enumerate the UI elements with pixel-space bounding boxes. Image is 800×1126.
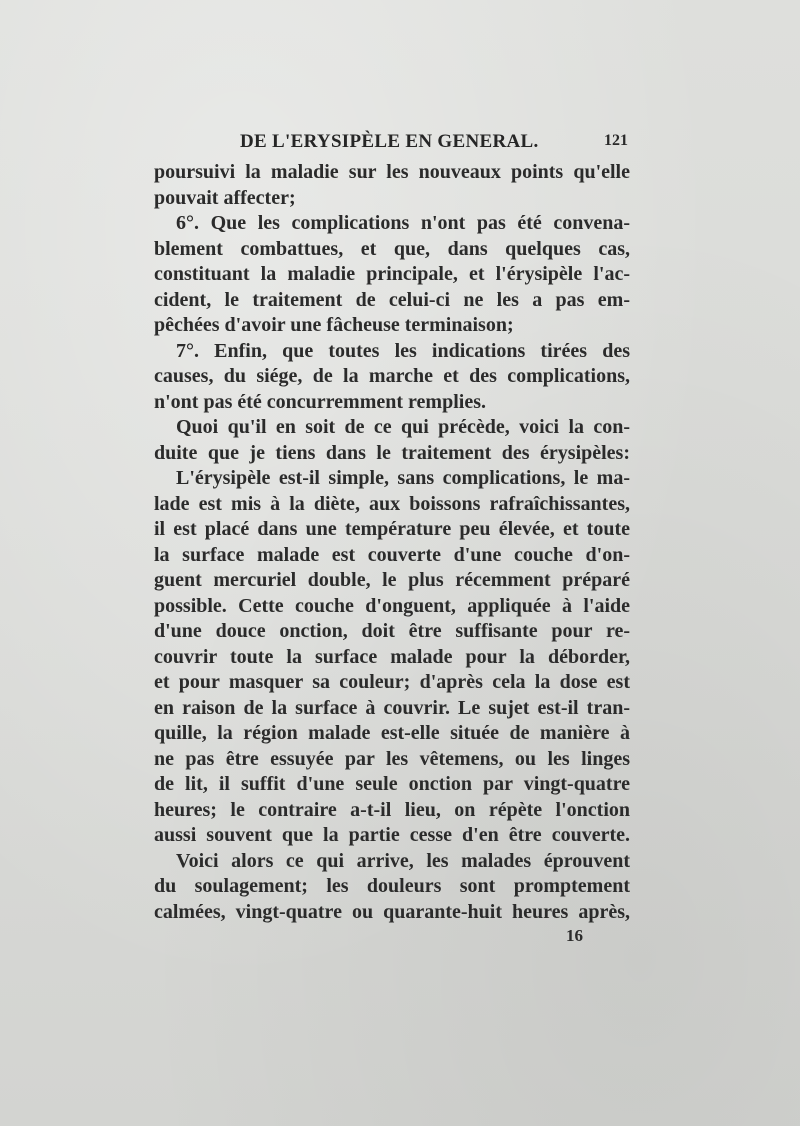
text-line: en raison de la surface à couvrir. Le sujet est-il tran- [154, 696, 630, 719]
text-line: pouvait affecter; [154, 186, 296, 209]
text-line: guent mercuriel double, le plus récemment préparé [154, 569, 630, 591]
text-line: Quoi qu'il en soit de ce qui précède, voici la con- [176, 416, 630, 438]
text-line: pêchées d'avoir une fâcheuse terminaison; [154, 314, 514, 336]
text-line: il est placé dans une température peu élevée, et toute [154, 518, 630, 540]
text-line: causes, du siége, de la marche et des complications, [154, 365, 630, 387]
text-line: possible. Cette couche d'onguent, appliquée à l'aide [154, 594, 630, 617]
text-line: heures; le contraire a-t-il lieu, on répète l'onction [154, 798, 630, 821]
text-line: duite que je tiens dans le traitement des érysipèles: [154, 441, 630, 464]
running-head: DE L'ERYSIPÈLE EN GENERAL. [240, 131, 539, 152]
text-line: cident, le traitement de celui-ci ne les a pas em- [154, 288, 630, 311]
text-line: du soulagement; les douleurs sont promptement [154, 875, 630, 897]
text-line: 7°. Enfin, que toutes les indications tirées des [176, 339, 630, 362]
text-line: quille, la région malade est-elle située de manière à [154, 722, 630, 744]
text-line: couvrir toute la surface malade pour la déborder, [154, 645, 630, 668]
text-line: la surface malade est couverte d'une couche d'on- [154, 543, 630, 566]
text-line: et pour masquer sa couleur; d'après cela la dose est [154, 671, 630, 693]
text-line: ne pas être essuyée par les vêtemens, ou les linges [154, 747, 630, 770]
text-line: poursuivi la maladie sur les nouveaux points qu'elle [154, 161, 630, 183]
text-line: lade est mis à la diète, aux boissons rafraîchissantes, [154, 492, 630, 515]
signature-mark: 16 [566, 926, 583, 945]
text-line: L'érysipèle est-il simple, sans complications, le ma- [176, 467, 630, 489]
body-text [154, 160, 630, 925]
text-line: n'ont pas été concurremment remplies. [154, 390, 486, 413]
text-line: de lit, il suffit d'une seule onction par vingt-quatre [154, 773, 630, 795]
text-line: d'une douce onction, doit être suffisante pour re- [154, 620, 630, 642]
text-line: calmées, vingt-quatre ou quarante-huit heures après, [154, 900, 630, 923]
page-number: 121 [604, 132, 628, 149]
text-line: Voici alors ce qui arrive, les malades éprouvent [176, 849, 630, 872]
text-line: blement combattues, et que, dans quelques cas, [154, 237, 630, 260]
page-header [150, 131, 628, 157]
text-line: 6°. Que les complications n'ont pas été convena- [176, 212, 630, 234]
text-line: aussi souvent que la partie cesse d'en être couverte. [154, 824, 630, 846]
text-line: constituant la maladie principale, et l'érysipèle l'ac- [154, 263, 630, 285]
